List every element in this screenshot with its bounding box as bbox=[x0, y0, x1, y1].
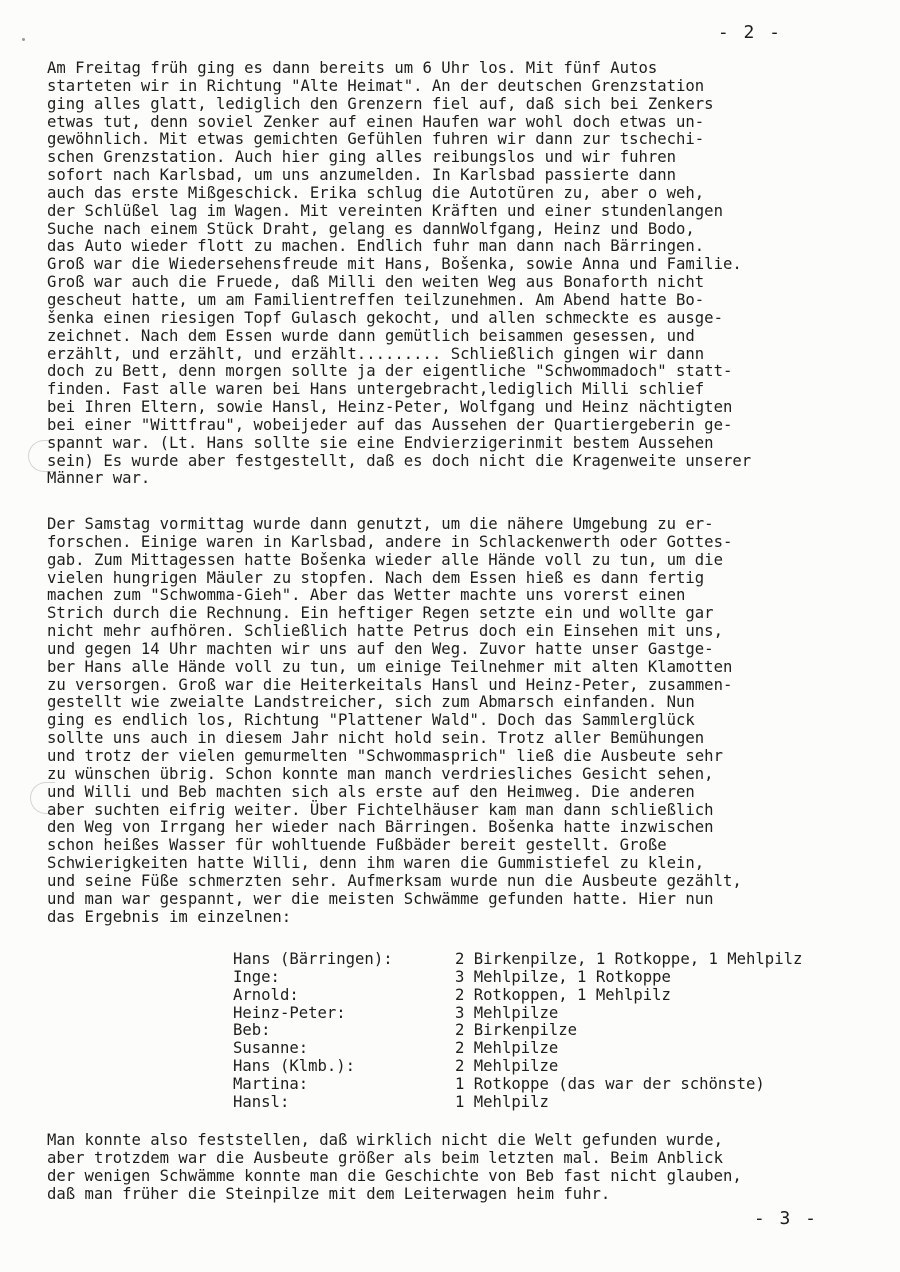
text-line: sofort nach Karlsbad, um uns anzumelden. In Karlsbad passierte dann bbox=[47, 166, 677, 185]
text-line: finden. Fast alle waren bei Hans untergebracht,lediglich Milli schlief bbox=[47, 380, 705, 399]
result-row bbox=[233, 1040, 802, 1058]
text-line: Am Freitag früh ging es dann bereits um 6 Uhr los. Mit fünf Autos bbox=[47, 59, 658, 77]
result-row bbox=[233, 987, 802, 1005]
text-line: sollte uns auch in diesem Jahr nicht hold sein. Trotz aller Bemühungen bbox=[47, 729, 705, 748]
text-line: das Ergebnis im einzelnen: bbox=[47, 907, 292, 926]
result-mushrooms: 2 Birkenpilze bbox=[455, 1021, 578, 1040]
text-line: šenka einen riesigen Topf Gulasch gekocht, und allen schmeckte es ausge- bbox=[47, 308, 723, 327]
text-line: Männer war. bbox=[47, 469, 151, 488]
result-participant: Martina: bbox=[233, 1074, 309, 1093]
text-line: schen Grenzstation. Auch hier ging alles reibungslos und wir fuhren bbox=[47, 148, 677, 167]
text-line: starteten wir in Richtung "Alte Heimat". An der deutschen Grenzstation bbox=[47, 76, 705, 95]
text-line: spannt war. (Lt. Hans sollte sie eine Endvierzigerinmit bestem Aussehen bbox=[47, 433, 714, 452]
paragraph-friday bbox=[47, 60, 873, 488]
result-row bbox=[233, 1094, 802, 1112]
text-line: Man konnte also feststellen, daß wirklich nicht die Welt gefunden wurde, bbox=[47, 1131, 723, 1149]
text-line: den Weg von Irrgang her wieder nach Bärringen. Bošenka hatte inzwischen bbox=[47, 818, 714, 837]
text-line: Groß war die Wiedersehensfreude mit Hans, Bošenka, sowie Anna und Familie. bbox=[47, 255, 742, 274]
text-line: machen zum "Schwomma-Gieh". Aber das Wetter machte uns vorerst einen bbox=[47, 586, 686, 605]
text-line: forschen. Einige waren in Karlsbad, andere in Schlackenwerth oder Gottes- bbox=[47, 532, 733, 551]
text-line: auch das erste Mißgeschick. Erika schlug die Autotüren zu, aber o weh, bbox=[47, 183, 705, 202]
result-row bbox=[233, 1022, 802, 1040]
page-number-bottom: - 3 - bbox=[753, 1208, 818, 1229]
text-line: schon heißes Wasser für wohltuende Fußbäder bereit gestellt. Große bbox=[47, 836, 667, 855]
text-line: daß man früher die Steinpilze mit dem Leiterwagen heim fuhr. bbox=[47, 1184, 611, 1203]
text-line: sein) Es wurde aber festgestellt, daß es doch nicht die Kragenweite unserer bbox=[47, 451, 752, 470]
result-row bbox=[233, 1058, 802, 1076]
result-participant: Inge: bbox=[233, 967, 280, 986]
text-line: etwas tut, denn soviel Zenker auf einen Haufen war wohl doch etwas un- bbox=[47, 112, 705, 131]
text-line: bei einer "Wittfrau", wobeijeder auf das Aussehen der Quartiergeberin ge- bbox=[47, 415, 733, 434]
text-line: Strich durch die Rechnung. Ein heftiger Regen setzte ein und wollte gar bbox=[47, 604, 714, 623]
text-line: der Schlüßel lag im Wagen. Mit vereinten Kräften und einer stundenlangen bbox=[47, 201, 723, 220]
result-mushrooms: 1 Rotkoppe (das war der schönste) bbox=[455, 1074, 765, 1093]
text-line: aber suchten eifrig weiter. Über Fichtelhäuser kam man dann schließlich bbox=[47, 800, 714, 819]
text-line: zu wünschen übrig. Schon konnte man manch verdriesliches Gesicht sehen, bbox=[47, 764, 714, 783]
result-participant: Hans (Klmb.): bbox=[233, 1057, 356, 1076]
text-line: ging es endlich los, Richtung "Plattener Wald". Doch das Sammlerglück bbox=[47, 711, 695, 730]
text-line: erzählt, und erzählt, und erzählt......... Schließlich gingen wir dann bbox=[47, 344, 705, 363]
text-line: und gegen 14 Uhr machten wir uns auf den Weg. Zuvor hatte unser Gastge- bbox=[47, 639, 714, 658]
result-mushrooms: 2 Mehlpilze bbox=[455, 1057, 559, 1076]
result-participant: Arnold: bbox=[233, 985, 299, 1004]
text-line: doch zu Bett, denn morgen sollte ja der eigentliche "Schwommadoch" statt- bbox=[47, 362, 733, 381]
text-line: gescheut hatte, um am Familientreffen teilzunehmen. Am Abend hatte Bo- bbox=[47, 290, 705, 309]
text-line: Suche nach einem Stück Draht, gelang es dannWolfgang, Heinz und Bodo, bbox=[47, 219, 695, 238]
text-line: und trotz der vielen gemurmelten "Schwommasprich" ließ die Ausbeute sehr bbox=[47, 746, 723, 765]
text-line: ber Hans alle Hände voll zu tun, um einige Teilnehmer mit alten Klamotten bbox=[47, 657, 733, 676]
result-row bbox=[233, 969, 802, 987]
text-line: Groß war auch die Fruede, daß Milli den weiten Weg aus Bonaforth nicht bbox=[47, 273, 705, 292]
page-number-top: - 2 - bbox=[717, 22, 782, 43]
result-participant: Beb: bbox=[233, 1021, 271, 1040]
paper-speck bbox=[22, 38, 25, 41]
text-line: das Auto wieder flott zu machen. Endlich fuhr man dann nach Bärringen. bbox=[47, 237, 705, 256]
text-line: ging alles glatt, lediglich den Grenzern fiel auf, daß sich bei Zenkers bbox=[47, 94, 714, 113]
text-line: und Willi und Beb machten sich als erste auf den Heimweg. Die anderen bbox=[47, 782, 695, 801]
result-mushrooms: 3 Mehlpilze, 1 Rotkoppe bbox=[455, 967, 671, 986]
result-row bbox=[233, 951, 802, 969]
text-line: Der Samstag vormittag wurde dann genutzt, um die nähere Umgebung zu er- bbox=[47, 515, 714, 533]
text-line: zeichnet. Nach dem Essen wurde dann gemütlich beisammen gesessen, und bbox=[47, 326, 695, 345]
text-line: aber trotzdem war die Ausbeute größer als beim letzten mal. Beim Anblick bbox=[47, 1148, 723, 1167]
result-mushrooms: 1 Mehlpilz bbox=[455, 1092, 549, 1111]
result-mushrooms: 2 Rotkoppen, 1 Mehlpilz bbox=[455, 985, 671, 1004]
text-line: gab. Zum Mittagessen hatte Bošenka wieder alle Hände voll zu tun, um die bbox=[47, 550, 723, 569]
paragraph-saturday bbox=[47, 516, 873, 926]
text-line: gestellt wie zweialte Landstreicher, sich zum Abmarsch einfanden. Nun bbox=[47, 693, 695, 712]
text-line: der wenigen Schwämme konnte man die Geschichte von Beb fast nicht glauben, bbox=[47, 1166, 742, 1185]
text-line: Schwierigkeiten hatte Willi, denn ihm waren die Gummistiefel zu klein, bbox=[47, 854, 705, 873]
result-participant: Heinz-Peter: bbox=[233, 1003, 346, 1022]
result-row bbox=[233, 1005, 802, 1023]
result-row bbox=[233, 1076, 802, 1094]
result-participant: Susanne: bbox=[233, 1039, 309, 1058]
result-participant: Hans (Bärringen): bbox=[233, 950, 393, 968]
result-mushrooms: 2 Mehlpilze bbox=[455, 1039, 559, 1058]
text-line: zu versorgen. Groß war die Heiterkeitals Hansl und Heinz-Peter, zusammen- bbox=[47, 675, 733, 694]
text-line: gewöhnlich. Mit etwas gemichten Gefühlen fuhren wir dann zur tschechi- bbox=[47, 130, 705, 149]
results-list bbox=[233, 951, 802, 1112]
result-participant: Hansl: bbox=[233, 1092, 290, 1111]
text-line: vielen hungrigen Mäuler zu stopfen. Nach dem Essen hieß es dann fertig bbox=[47, 568, 705, 587]
text-line: und man war gespannt, wer die meisten Schwämme gefunden hatte. Hier nun bbox=[47, 889, 714, 908]
text-line: und seine Füße schmerzten sehr. Aufmerksam wurde nun die Ausbeute gezählt, bbox=[47, 871, 742, 890]
result-mushrooms: 2 Birkenpilze, 1 Rotkoppe, 1 Mehlpilz bbox=[455, 950, 803, 968]
paragraph-conclusion bbox=[47, 1132, 873, 1203]
result-mushrooms: 3 Mehlpilze bbox=[455, 1003, 559, 1022]
text-line: bei Ihren Eltern, sowie Hansl, Heinz-Peter, Wolfgang und Heinz nächtigten bbox=[47, 398, 733, 417]
text-line: nicht mehr aufhören. Schließlich hatte Petrus doch ein Einsehen mit uns, bbox=[47, 622, 723, 641]
